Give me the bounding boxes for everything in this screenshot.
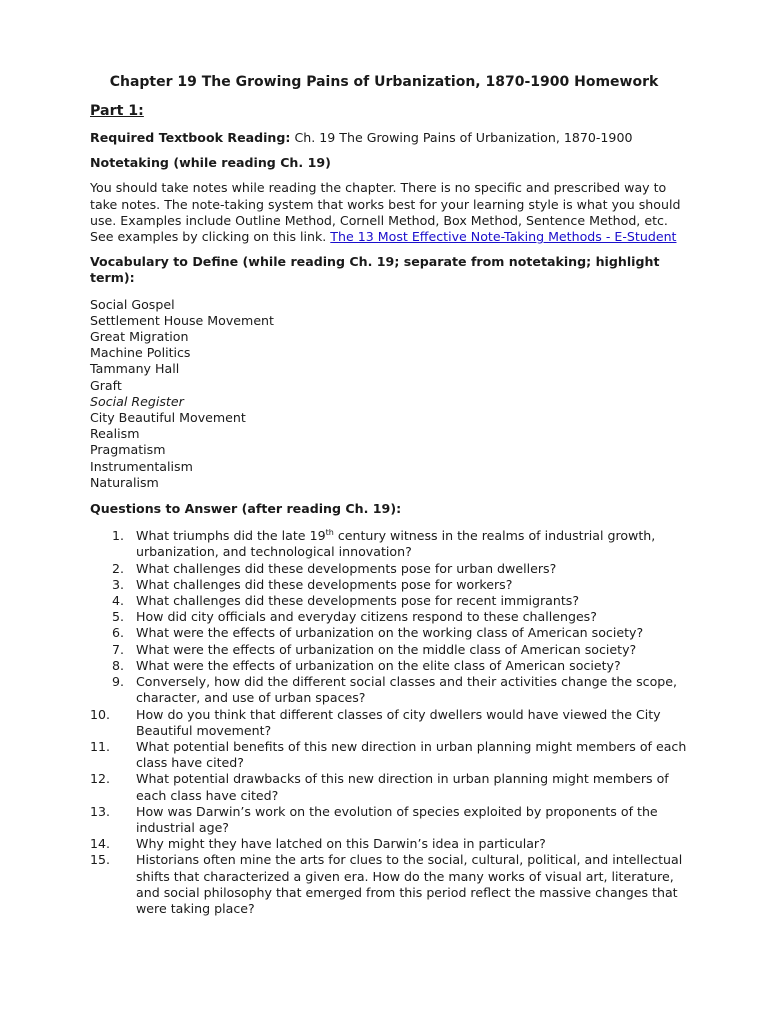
vocab-term: Instrumentalism: [90, 458, 193, 474]
vocab-heading: Vocabulary to Define (while reading Ch. 19; separate from notetaking; highlight term):: [90, 254, 660, 286]
required-reading-text: Ch. 19 The Growing Pains of Urbanization, 1870-1900: [290, 130, 633, 145]
question-number: 10.: [90, 706, 111, 722]
vocab-term: City Beautiful Movement: [90, 410, 246, 426]
question-text: What challenges did these developments pose for workers?: [136, 576, 513, 592]
question-text-part: century witness in the realms of industrial growth, urbanization, and technological innovation?: [136, 528, 656, 560]
question-text: Why might they have latched on this Darwin’s idea in particular?: [136, 836, 546, 852]
question-item: [90, 577, 688, 593]
question-item: [90, 561, 688, 577]
question-item: [90, 804, 688, 836]
question-text: What were the effects of urbanization on the elite class of American society?: [136, 657, 621, 673]
question-text: How did city officials and everyday citizens respond to these challenges?: [136, 609, 597, 625]
superscript: th: [325, 528, 334, 538]
vocab-list: [90, 297, 688, 491]
notetaking-text: You should take notes while reading the chapter. There is no specific and prescribed way to take notes. The note-taking system that works best for your learning style is what you should use. Examples include Outline Method, Cornell Method, Box Method, Sentence Method, etc. See examples by clicking on this link.: [90, 180, 681, 245]
question-text: Historians often mine the arts for clues to the social, cultural, political, and intellectual shifts that characterized a given era. How do the many works of visual art, literature, and social philosophy that emerged from this period reflect the massive changes that were taking place?: [136, 852, 683, 916]
question-text: What challenges did these developments pose for recent immigrants?: [136, 593, 580, 609]
question-text: Conversely, how did the different social classes and their activities change the scope, character, and use of urban spaces?: [136, 674, 678, 706]
vocab-term: Tammany Hall: [90, 361, 180, 377]
question-number: 2.: [112, 560, 125, 576]
question-item: [90, 739, 688, 771]
question-text-part: What triumphs did the late 19: [136, 528, 326, 544]
question-number: 15.: [90, 852, 111, 868]
question-item: [90, 528, 688, 560]
question-text: What were the effects of urbanization on the middle class of American society?: [136, 641, 637, 657]
question-text: How do you think that different classes of city dwellers would have viewed the City Beautiful movement?: [136, 706, 661, 738]
part-heading: Part 1:: [90, 103, 144, 119]
question-text: What were the effects of urbanization on the working class of American society?: [136, 625, 644, 641]
document-title: Chapter 19 The Growing Pains of Urbanization, 1870-1900 Homework: [109, 74, 659, 90]
question-item: [90, 625, 688, 641]
question-number: 5.: [112, 609, 125, 625]
vocab-term: Machine Politics: [90, 345, 191, 361]
question-item: [90, 836, 688, 852]
question-item: [90, 609, 688, 625]
question-item: [90, 674, 688, 706]
note-taking-methods-link[interactable]: The 13 Most Effective Note-Taking Methods - E-Student: [330, 229, 677, 245]
question-text: What potential drawbacks of this new direction in urban planning might members of each class have cited?: [136, 771, 669, 803]
question-number: 14.: [90, 836, 111, 852]
vocab-term: Realism: [90, 426, 140, 442]
question-item: [90, 707, 688, 739]
vocab-term: Graft: [90, 377, 122, 393]
required-reading-paragraph: [90, 130, 688, 146]
question-item: [90, 771, 688, 803]
question-item: [90, 642, 688, 658]
questions-heading: Questions to Answer (after reading Ch. 19):: [90, 501, 402, 517]
question-number: 6.: [112, 625, 125, 641]
question-item: [90, 593, 688, 609]
vocab-term: Naturalism: [90, 474, 159, 490]
vocab-term: Social Gospel: [90, 296, 175, 312]
vocab-term: Social Register: [90, 393, 184, 409]
vocab-term: Pragmatism: [90, 442, 166, 458]
question-number: 12.: [90, 771, 111, 787]
question-number: 8.: [112, 657, 125, 673]
question-number: 13.: [90, 803, 111, 819]
question-number: 11.: [90, 738, 111, 754]
notetaking-heading: Notetaking (while reading Ch. 19): [90, 155, 331, 171]
question-text: What potential benefits of this new direction in urban planning might members of each class have cited?: [136, 738, 687, 771]
vocab-term: Settlement House Movement: [90, 312, 274, 328]
question-number: 7.: [112, 641, 125, 657]
notetaking-paragraph: [90, 180, 688, 245]
question-text: What challenges did these developments pose for urban dwellers?: [136, 560, 557, 576]
vocab-term: Great Migration: [90, 329, 189, 345]
question-item: [90, 658, 688, 674]
question-item: [90, 852, 688, 917]
question-text: [136, 528, 655, 559]
questions-list: [90, 528, 688, 917]
question-number: 3.: [112, 576, 125, 592]
question-number: 1.: [112, 528, 125, 544]
question-text: How was Darwin’s work on the evolution of species exploited by proponents of the industrial age?: [136, 803, 658, 835]
question-number: 9.: [112, 674, 125, 690]
question-number: 4.: [112, 593, 125, 609]
required-reading-label: Required Textbook Reading:: [90, 130, 291, 145]
